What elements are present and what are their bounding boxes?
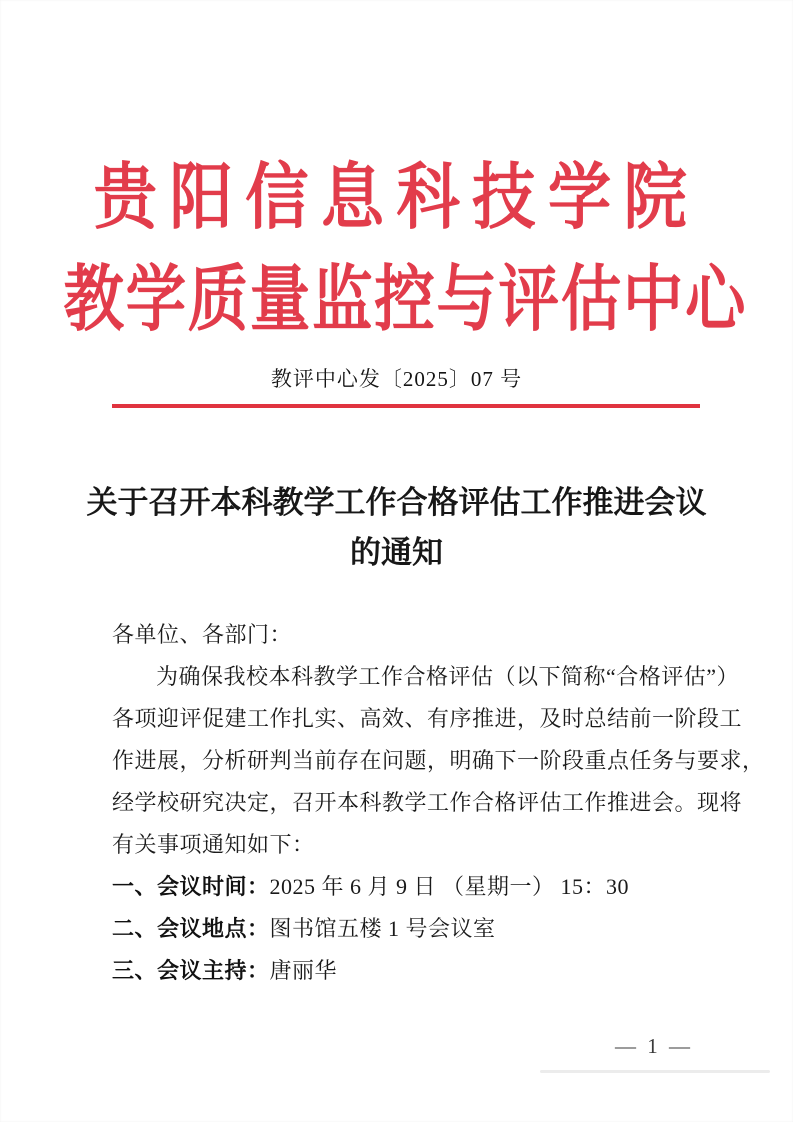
notice-title <box>0 478 793 578</box>
meeting-time-item <box>112 866 703 908</box>
body-paragraph-line: 有关事项通知如下： <box>112 832 315 857</box>
meeting-location-item <box>112 908 703 950</box>
body-paragraph-line: 经学校研究决定，召开本科教学工作合格评估工作推进会。现将 <box>112 790 743 815</box>
meeting-host-item <box>112 950 703 992</box>
body-paragraph-line: 为确保我校本科教学工作合格评估（以下简称“合格评估”） <box>156 664 740 689</box>
meeting-time-label: 一、会议时间： <box>112 874 270 899</box>
scan-artifact <box>540 1070 770 1073</box>
document-number: 教评中心发〔2025〕07 号 <box>270 367 523 391</box>
meeting-host-value: 唐丽华 <box>269 958 338 983</box>
letterhead-dept-name: 教学质量监控与评估中心 <box>63 260 748 340</box>
page-number: — 1 — <box>615 1034 693 1058</box>
body-paragraph-line: 作进展，分析研判当前存在问题，明确下一阶段重点任务与要求， <box>112 748 765 773</box>
salutation: 各单位、各部门： <box>112 622 293 647</box>
meeting-host-label: 三、会议主持： <box>112 958 270 983</box>
notice-title-line1: 关于召开本科教学工作合格评估工作推进会议 <box>86 485 707 520</box>
meeting-location-label: 二、会议地点： <box>112 916 270 941</box>
notice-body <box>0 614 793 992</box>
body-paragraph-line: 各项迎评促建工作扎实、高效、有序推进，及时总结前一阶段工 <box>112 706 743 731</box>
letterhead-org-name: 贵阳信息科技学院 <box>93 158 700 238</box>
meeting-time-value: 2025 年 6 月 9 日 （星期一） 15：30 <box>269 874 630 899</box>
meeting-location-value: 图书馆五楼 1 号会议室 <box>269 916 496 941</box>
red-divider-rule <box>112 404 700 408</box>
notice-title-line2: 的通知 <box>350 535 443 570</box>
letterhead <box>0 0 793 350</box>
